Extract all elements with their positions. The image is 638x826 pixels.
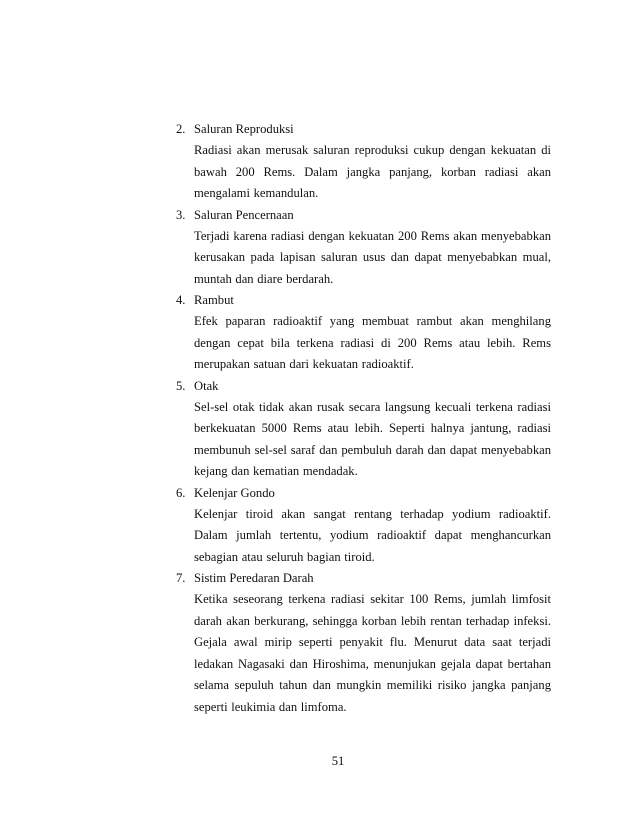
list-item-body: Terjadi karena radiasi dengan kekuatan 200 Rems akan menyebabkan kerusakan pada lapisan saluran usus dan dapat menyebabkan mual, muntah dan diare berdarah. [194, 228, 551, 286]
list-item-number: 3. [176, 207, 186, 222]
list-item-body: Radiasi akan merusak saluran reproduksi cukup dengan kekuatan di bawah 200 Rems. Dalam jangka panjang, korban radiasi akan mengalami kemandulan. [194, 143, 551, 200]
list-item [176, 205, 551, 291]
list-item-body: Kelenjar tiroid akan sangat rentang terhadap yodium radioaktif. Dalam jumlah tertentu, yodium radioaktif dapat menghancurkan sebagian atau seluruh bagian tiroid. [194, 506, 551, 564]
list-item-heading: Sistim Peredaran Darah [194, 571, 314, 585]
list-item [176, 290, 551, 376]
list-item [176, 376, 551, 483]
list-item-heading: Rambut [194, 293, 234, 307]
page-number: 51 [331, 754, 345, 768]
numbered-list [176, 119, 551, 718]
list-item-heading: Kelenjar Gondo [194, 485, 275, 500]
list-item-body: Sel-sel otak tidak akan rusak secara langsung kecuali terkena radiasi berkekuatan 5000 Rems atau lebih. Seperti halnya jantung, radiasi membunuh sel-sel saraf dan pembuluh darah dan dapat menyebabkan kejang dan kematian mendadak. [194, 399, 551, 478]
list-item [176, 483, 551, 569]
list-item-body: Efek paparan radioaktif yang membuat rambut akan menghilang dengan cepat bila terkena radiasi di 200 Rems atau lebih. Rems merupakan satuan dari kekuatan radioaktif. [194, 314, 551, 371]
list-item-number: 2. [176, 122, 186, 136]
list-item-heading: Saluran Reproduksi [194, 122, 294, 136]
list-item-heading: Saluran Pencernaan [194, 207, 294, 222]
list-item-number: 6. [176, 485, 186, 500]
list-item-number: 4. [176, 293, 186, 307]
list-item [176, 119, 551, 205]
list-item [176, 568, 551, 718]
list-item-number: 7. [176, 571, 186, 585]
list-item-number: 5. [176, 378, 186, 393]
list-item-heading: Otak [194, 378, 219, 393]
list-item-body: Ketika seseorang terkena radiasi sekitar 100 Rems, jumlah limfosit darah akan berkurang, sehingga korban lebih rentan terhadap infeksi. Gejala awal mirip seperti penyakit flu. Menurut data saat terjadi ledakan Nagasaki dan Hiroshima, menunjukan gejala dapat bertahan selama sepuluh tahun dan mungkin memiliki risiko jangka panjang seperti leukimia dan limfoma. [194, 592, 551, 714]
